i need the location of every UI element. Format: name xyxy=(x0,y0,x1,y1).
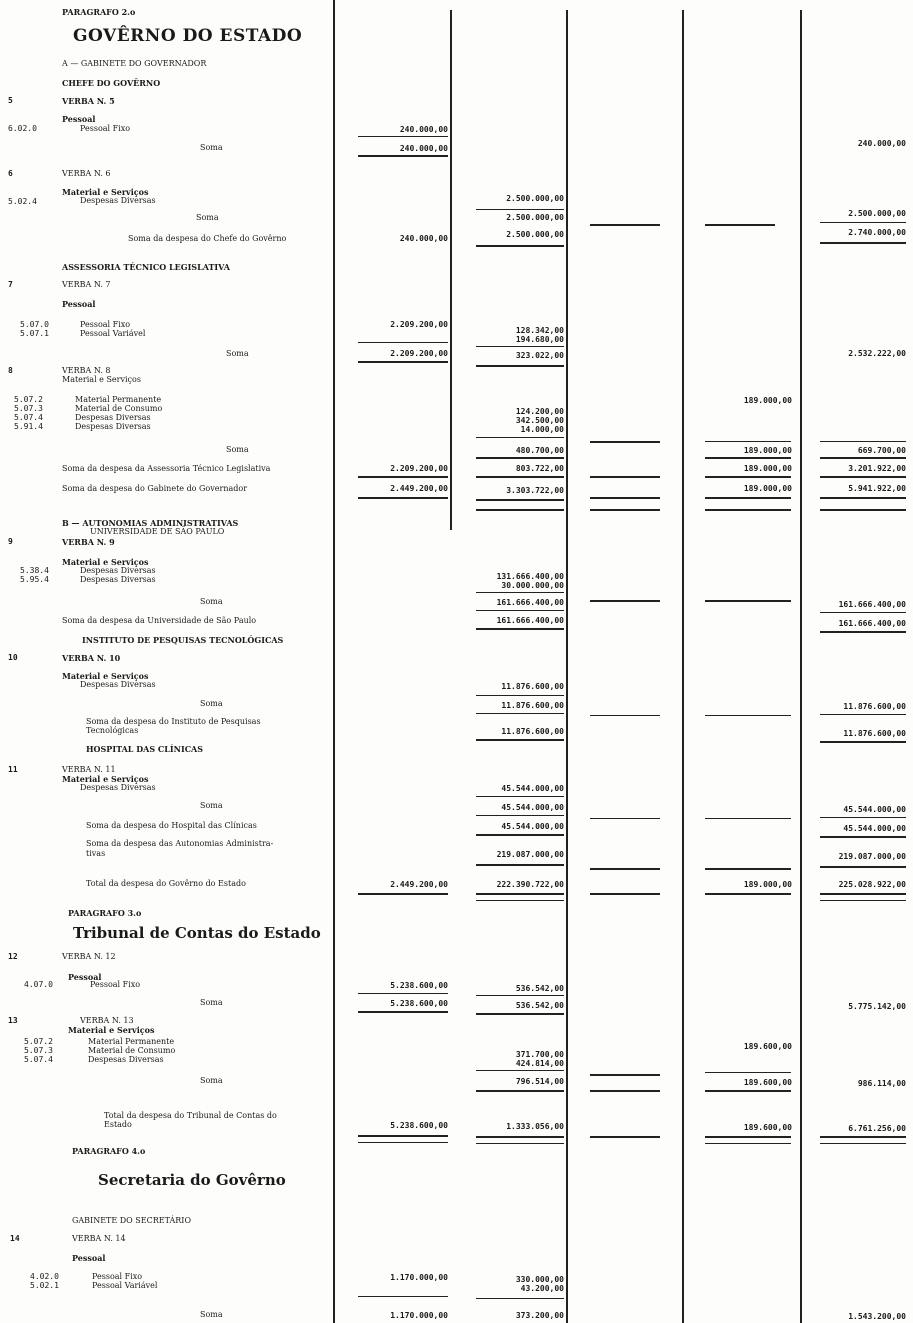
rule xyxy=(358,993,448,994)
rule xyxy=(705,818,791,819)
rule xyxy=(476,739,564,741)
rule xyxy=(476,1298,564,1299)
amount: 14.000,00 xyxy=(520,425,564,434)
rule xyxy=(476,346,564,347)
verba-label: VERBA N. 13 xyxy=(80,1016,134,1025)
amount: 1.333.056,00 xyxy=(506,1122,564,1131)
rule xyxy=(358,1135,448,1137)
verba-label: VERBA N. 12 xyxy=(62,952,116,961)
category-label: Material e Serviços xyxy=(62,557,149,567)
rubric-code: 5.07.1 xyxy=(20,329,49,338)
rule xyxy=(705,457,791,459)
category-label: Pessoal xyxy=(68,972,102,982)
rubric-code: 5.02.4 xyxy=(8,197,37,206)
amount: 2.532.222,00 xyxy=(848,349,906,358)
rule xyxy=(820,222,906,223)
verba-code: 11 xyxy=(8,765,18,774)
amount: 373.200,00 xyxy=(515,1311,564,1320)
amount: 219.087.000,00 xyxy=(838,852,906,861)
rule xyxy=(705,476,791,478)
amount: 424.814,00 xyxy=(515,1059,564,1068)
subheading: HOSPITAL DAS CLÍNICAS xyxy=(86,744,204,754)
rubric-code: 5.02.1 xyxy=(30,1281,59,1290)
section-title: Secretaria do Govêrno xyxy=(98,1171,286,1189)
rule xyxy=(820,900,906,901)
item-label: Pessoal Fixo xyxy=(80,320,131,329)
subheading: ASSESSORIA TÉCNICO LEGISLATIVA xyxy=(62,262,230,272)
amount: 1.543.200,00 xyxy=(848,1312,906,1321)
item-label: Despesas Diversas xyxy=(75,413,151,422)
amount: 5.238.600,00 xyxy=(390,981,448,990)
amount: 342.500,00 xyxy=(515,416,564,425)
category-label: Material e Serviços xyxy=(62,375,141,384)
item-label: Despesas Diversas xyxy=(80,680,156,689)
amount: 240.000,00 xyxy=(399,144,448,153)
amount: 225.028.922,00 xyxy=(838,880,906,889)
rule xyxy=(358,893,448,895)
rule xyxy=(358,1142,448,1143)
amount: 323.022,00 xyxy=(515,351,564,360)
amount: 128.342,00 xyxy=(515,326,564,335)
amount: 2.500.000,00 xyxy=(506,230,564,239)
amount: 11.876.600,00 xyxy=(501,682,564,691)
rubric-code: 5.07.3 xyxy=(14,404,43,413)
amount: 45.544.000,00 xyxy=(501,803,564,812)
verba-label: VERBA N. 11 xyxy=(62,765,116,774)
rule xyxy=(820,441,906,442)
rule xyxy=(705,224,775,226)
rule xyxy=(590,893,660,895)
amount: 11.876.600,00 xyxy=(501,727,564,736)
rule xyxy=(705,509,791,511)
rubric-code: 5.07.4 xyxy=(14,413,43,422)
verba-code: 10 xyxy=(8,653,18,662)
rule xyxy=(476,592,564,593)
rule xyxy=(705,1136,791,1138)
amount: 45.544.000,00 xyxy=(501,822,564,831)
verba-code: 12 xyxy=(8,952,18,961)
amount: 161.666.400,00 xyxy=(838,619,906,628)
rule xyxy=(820,836,906,838)
rule xyxy=(358,155,448,157)
item-label: Pessoal Fixo xyxy=(92,1272,143,1281)
rule xyxy=(476,1070,564,1071)
category-label: Material e Serviços xyxy=(62,774,149,784)
amount: 222.390.722,00 xyxy=(496,880,564,889)
section-heading: PARAGRAFO 2.o xyxy=(62,7,136,17)
rule xyxy=(820,1143,906,1144)
rule xyxy=(590,476,660,478)
category-label: Pessoal xyxy=(62,299,96,309)
rubric-code: 5.38.4 xyxy=(20,566,49,575)
subheading: INSTITUTO DE PESQUISAS TECNOLÓGICAS xyxy=(82,635,284,645)
rule xyxy=(476,995,564,996)
column-rule xyxy=(450,10,452,530)
item-label: Material Permanente xyxy=(88,1037,175,1046)
sum-label: Soma xyxy=(200,801,223,810)
rule xyxy=(705,441,791,442)
rule xyxy=(820,457,906,459)
sum-label: Soma xyxy=(200,1310,223,1319)
verba-code: 5 xyxy=(8,96,13,105)
total-label: Soma da despesa do Instituto de Pesquisas xyxy=(86,717,261,726)
rule xyxy=(705,868,791,870)
subheading: A — GABINETE DO GOVERNADOR xyxy=(62,59,207,68)
column-rule xyxy=(333,0,335,1323)
rule xyxy=(820,631,906,633)
amount: 2.500.000,00 xyxy=(506,194,564,203)
rule xyxy=(705,1143,791,1144)
rubric-code: 6.02.0 xyxy=(8,124,37,133)
amount: 5.941.922,00 xyxy=(848,484,906,493)
rule xyxy=(476,713,564,714)
rule xyxy=(476,628,564,630)
category-label: Material e Serviços xyxy=(62,187,149,197)
amount: 3.201.922,00 xyxy=(848,464,906,473)
amount: 480.700,00 xyxy=(515,446,564,455)
rule xyxy=(476,499,564,501)
column-rule xyxy=(566,10,568,1323)
rubric-code: 5.07.2 xyxy=(24,1037,53,1046)
category-label: Pessoal xyxy=(62,114,96,124)
rule xyxy=(820,612,906,613)
rule xyxy=(476,476,564,478)
rule xyxy=(358,361,448,363)
rule xyxy=(476,893,564,895)
rule xyxy=(476,1136,564,1138)
rule xyxy=(705,893,791,895)
rule xyxy=(476,834,564,836)
total-label: tivas xyxy=(86,849,106,858)
amount: 796.514,00 xyxy=(515,1077,564,1086)
rule xyxy=(590,715,660,716)
rule xyxy=(705,600,791,602)
total-label: Estado xyxy=(104,1120,132,1129)
rule xyxy=(476,245,564,247)
amount: 2.500.000,00 xyxy=(506,213,564,222)
rule xyxy=(820,476,906,478)
rule xyxy=(590,1074,660,1076)
total-label: Soma da despesa do Chefe do Govêrno xyxy=(128,234,287,243)
rule xyxy=(476,815,564,816)
verba-code: 13 xyxy=(8,1016,18,1025)
amount: 1.170.000,00 xyxy=(390,1273,448,1282)
rule xyxy=(476,437,564,438)
verba-code: 6 xyxy=(8,169,13,178)
amount: 161.666.400,00 xyxy=(838,600,906,609)
amount: 11.876.600,00 xyxy=(843,702,906,711)
total-label: Total da despesa do Tribunal de Contas do xyxy=(104,1111,277,1120)
rule xyxy=(590,600,660,602)
amount: 240.000,00 xyxy=(857,139,906,148)
rule xyxy=(820,893,906,895)
rule xyxy=(590,1090,660,1092)
item-label: Pessoal Variável xyxy=(92,1281,158,1290)
rule xyxy=(820,741,906,743)
item-label: Material de Consumo xyxy=(75,404,163,413)
total-label: Soma da despesa das Autonomias Administra- xyxy=(86,839,274,848)
rule xyxy=(476,695,564,696)
category-label: Material e Serviços xyxy=(62,671,149,681)
rule xyxy=(476,796,564,797)
verba-label: VERBA N. 7 xyxy=(62,280,111,289)
rule xyxy=(820,866,906,868)
verba-code: 14 xyxy=(10,1234,20,1243)
sum-label: Soma xyxy=(200,597,223,606)
verba-label: VERBA N. 6 xyxy=(62,169,111,178)
amount: 189.000,00 xyxy=(743,464,792,473)
rule xyxy=(820,509,906,511)
verba-label: VERBA N. 10 xyxy=(62,653,121,663)
rule xyxy=(590,818,660,819)
rule xyxy=(358,476,448,478)
rule xyxy=(358,342,448,343)
amount: 189.600,00 xyxy=(743,1078,792,1087)
amount: 6.761.256,00 xyxy=(848,1124,906,1133)
sum-label: Soma xyxy=(226,349,249,358)
rule xyxy=(705,1090,791,1092)
item-label: Pessoal Variável xyxy=(80,329,146,338)
amount: 803.722,00 xyxy=(515,464,564,473)
rubric-code: 5.07.3 xyxy=(24,1046,53,1055)
sum-label: Soma xyxy=(200,699,223,708)
amount: 240.000,00 xyxy=(399,234,448,243)
amount: 986.114,00 xyxy=(857,1079,906,1088)
section-title: Tribunal de Contas do Estado xyxy=(73,924,321,942)
total-label: Tecnológicas xyxy=(86,726,139,735)
amount: 5.775.142,00 xyxy=(848,1002,906,1011)
amount: 219.087.000,00 xyxy=(496,850,564,859)
sum-label: Soma xyxy=(226,445,249,454)
subheading: CHEFE DO GOVÊRNO xyxy=(62,78,161,88)
amount: 2.500.000,00 xyxy=(848,209,906,218)
amount: 2.740.000,00 xyxy=(848,228,906,237)
rule xyxy=(590,509,660,511)
amount: 45.544.000,00 xyxy=(843,824,906,833)
total-label: Soma da despesa da Universidade de São Paulo xyxy=(62,616,257,625)
subheading: UNIVERSIDADE DE SÃO PAULO xyxy=(90,527,225,536)
rubric-code: 5.07.4 xyxy=(24,1055,53,1064)
rule xyxy=(705,497,791,499)
rule xyxy=(476,457,564,459)
rule xyxy=(476,1013,564,1015)
section-heading: PARAGRAFO 4.o xyxy=(72,1146,146,1156)
amount: 161.666.400,00 xyxy=(496,616,564,625)
rule xyxy=(358,1011,448,1013)
amount: 536.542,00 xyxy=(515,984,564,993)
amount: 189.000,00 xyxy=(743,446,792,455)
rule xyxy=(476,1090,564,1092)
amount: 5.238.600,00 xyxy=(390,999,448,1008)
rule xyxy=(476,509,564,511)
amount: 2.449.200,00 xyxy=(390,484,448,493)
rubric-code: 4.07.0 xyxy=(24,980,53,989)
amount: 2.209.200,00 xyxy=(390,349,448,358)
rule xyxy=(358,136,448,137)
amount: 2.209.200,00 xyxy=(390,464,448,473)
rule xyxy=(476,365,564,367)
total-label: Soma da despesa do Hospital das Clínicas xyxy=(86,821,257,830)
rule xyxy=(590,497,660,499)
page-title: GOVÊRNO DO ESTADO xyxy=(73,26,303,46)
sum-label: Soma xyxy=(200,143,223,152)
rule xyxy=(476,610,564,611)
item-label: Despesas Diversas xyxy=(80,783,156,792)
rule xyxy=(358,497,448,499)
item-label: Despesas Diversas xyxy=(80,566,156,575)
rule xyxy=(590,868,660,870)
rubric-code: 5.91.4 xyxy=(14,422,43,431)
amount: 189.600,00 xyxy=(743,1123,792,1132)
rule xyxy=(820,817,906,818)
subheading: GABINETE DO SECRETÁRIO xyxy=(72,1216,192,1225)
amount: 189.000,00 xyxy=(743,484,792,493)
amount: 189.600,00 xyxy=(743,1042,792,1051)
rule xyxy=(476,900,564,901)
rule xyxy=(590,1136,660,1138)
amount: 161.666.400,00 xyxy=(496,598,564,607)
amount: 45.544.000,00 xyxy=(843,805,906,814)
total-label: Total da despesa do Govêrno do Estado xyxy=(86,879,246,888)
item-label: Material de Consumo xyxy=(88,1046,176,1055)
rule xyxy=(820,242,906,244)
amount: 30.000.000,00 xyxy=(501,581,564,590)
rubric-code: 5.07.2 xyxy=(14,395,43,404)
verba-code: 9 xyxy=(8,537,13,546)
sum-label: Soma xyxy=(196,213,219,222)
rule xyxy=(358,1296,448,1297)
rubric-code: 5.07.0 xyxy=(20,320,49,329)
amount: 11.876.600,00 xyxy=(843,729,906,738)
amount: 2.449.200,00 xyxy=(390,880,448,889)
amount: 131.666.400,00 xyxy=(496,572,564,581)
amount: 124.200,00 xyxy=(515,407,564,416)
amount: 669.700,00 xyxy=(857,446,906,455)
amount: 189.000,00 xyxy=(743,880,792,889)
item-label: Despesas Diversas xyxy=(80,196,156,205)
rule xyxy=(705,1072,791,1073)
amount: 3.303.722,00 xyxy=(506,486,564,495)
rule xyxy=(820,1136,906,1138)
rule xyxy=(590,441,660,443)
amount: 11.876.600,00 xyxy=(501,701,564,710)
amount: 240.000,00 xyxy=(399,125,448,134)
amount: 43.200,00 xyxy=(520,1284,564,1293)
total-label: Soma da despesa da Assessoria Técnico Legislativa xyxy=(62,464,271,473)
rubric-code: 5.95.4 xyxy=(20,575,49,584)
sum-label: Soma xyxy=(200,998,223,1007)
subheading: B — AUTONOMIAS ADMINISTRATIVAS xyxy=(62,518,239,528)
amount: 371.700,00 xyxy=(515,1050,564,1059)
amount: 330.000,00 xyxy=(515,1275,564,1284)
item-label: Despesas Diversas xyxy=(88,1055,164,1064)
verba-label: VERBA N. 5 xyxy=(62,96,115,106)
verba-code: 8 xyxy=(8,366,13,375)
sum-label: Soma xyxy=(200,1076,223,1085)
amount: 5.238.600,00 xyxy=(390,1121,448,1130)
amount: 1.170.000,00 xyxy=(390,1311,448,1320)
amount: 189.000,00 xyxy=(743,396,792,405)
verba-label: VERBA N. 14 xyxy=(72,1234,126,1243)
rule xyxy=(476,209,564,210)
item-label: Despesas Diversas xyxy=(75,422,151,431)
item-label: Pessoal Fixo xyxy=(90,980,141,989)
total-label: Soma da despesa do Gabinete do Governador xyxy=(62,484,248,493)
rule xyxy=(705,715,791,716)
category-label: Material e Serviços xyxy=(68,1025,155,1035)
amount: 536.542,00 xyxy=(515,1001,564,1010)
verba-label: VERBA N. 8 xyxy=(62,366,111,375)
rubric-code: 4.02.0 xyxy=(30,1272,59,1281)
item-label: Material Permanente xyxy=(75,395,162,404)
rule xyxy=(476,864,564,866)
amount: 194.680,00 xyxy=(515,335,564,344)
item-label: Pessoal Fixo xyxy=(80,124,131,133)
rule xyxy=(476,1143,564,1144)
rule xyxy=(590,224,660,226)
rule xyxy=(820,714,906,715)
amount: 45.544.000,00 xyxy=(501,784,564,793)
rule xyxy=(820,497,906,499)
amount: 2.209.200,00 xyxy=(390,320,448,329)
item-label: Despesas Diversas xyxy=(80,575,156,584)
verba-code: 7 xyxy=(8,280,13,289)
category-label: Pessoal xyxy=(72,1253,106,1263)
verba-label: VERBA N. 9 xyxy=(62,537,115,547)
section-heading: PARAGRAFO 3.o xyxy=(68,908,142,918)
